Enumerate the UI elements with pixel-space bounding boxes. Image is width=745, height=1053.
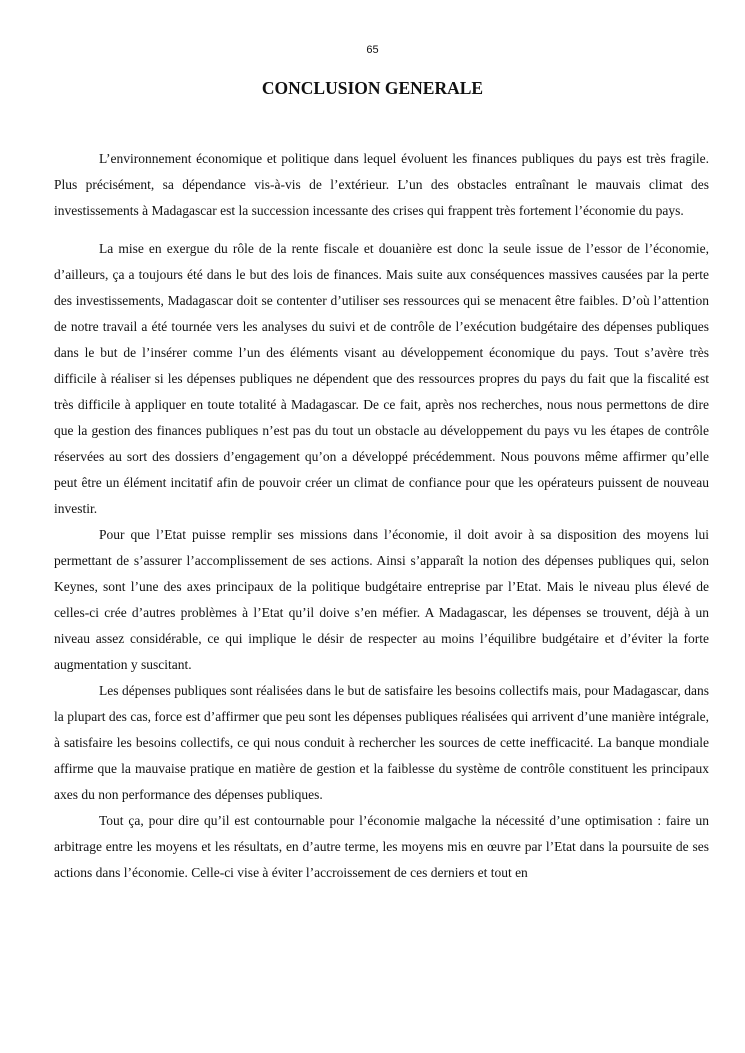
paragraph-3: Pour que l’Etat puisse remplir ses missions dans l’économie, il doit avoir à sa disposition des moyens lui permettant de s’assurer l’accomplissement de ses actions. Ainsi s’apparaît la notion des dépenses publiques qui, selon Keynes, sont l’une des axes principaux de la politique budgétaire entreprise par l’Etat. Mais le niveau plus élevé de celles-ci crée d’autres problèmes à l’Etat qu’il doive s’en méfier. A Madagascar, les dépenses se trouvent, déjà à un niveau assez considérable, ce qui implique le désir de respecter au moins l’équilibre budgétaire et d’éviter la forte augmentation y suscitant. [54, 527, 709, 672]
paragraph-2: La mise en exergue du rôle de la rente fiscale et douanière est donc la seule issue de l’essor de l’économie, d’ailleurs, ça a toujours été dans le but des lois de finances. Mais suite aux conséquences massives causées par la perte des investissements, Madagascar doit se contenter d’utiliser ses ressources qui se menacent être faibles. D’où l’attention de notre travail a été tournée vers les analyses du suivi et de contrôle de l’exécution budgétaire des dépenses publiques dans le but de l’insérer comme l’un des éléments visant au développement économique du pays. Tout s’avère très difficile à réaliser si les dépenses publiques ne dépendent que des ressources propres du pays du fait que la fiscalité est très difficile à appliquer en toute totalité à Madagascar. De ce fait, après nos recherches, nous nous permettons de dire que la gestion des finances publiques n’est pas du tout un obstacle au développement du pays vu les étapes de contrôle réservées au sort des dossiers d’engagement qu’on a développé précédemment. Nous pouvons même affirmer qu’elle peut être un élément incitatif afin de pouvoir créer un climat de confiance pour que les opérateurs puissent de nouveau investir. [54, 241, 709, 516]
paragraph-1: L’environnement économique et politique dans lequel évoluent les finances publiques du pays est très fragile. Plus précisément, sa dépendance vis-à-vis de l’extérieur. L’un des obstacles entraînant le mauvais climat des investissements à Madagascar est la succession incessante des crises qui frappent très fortement l’économie du pays. [54, 151, 709, 218]
page-number: 65 [366, 44, 379, 56]
page-title: CONCLUSION GENERALE [261, 78, 484, 98]
paragraph-5: Tout ça, pour dire qu’il est contournable pour l’économie malgache la nécessité d’une optimisation : faire un arbitrage entre les moyens et les résultats, en d’autre terme, les moyens mis en œuvre par l’Etat dans la poursuite de ses actions dans l’économie. Celle-ci vise à éviter l’accroissement de ces derniers et tout en [54, 813, 709, 880]
paragraph-4: Les dépenses publiques sont réalisées dans le but de satisfaire les besoins collectifs mais, pour Madagascar, dans la plupart des cas, force est d’affirmer que peu sont les dépenses publiques réalisées qui arrivent d’une manière intégrale, à satisfaire les besoins collectifs, ce qui nous conduit à rechercher les sources de cette inefficacité. La banque mondiale affirme que la mauvaise pratique en matière de gestion et la faiblesse du système de contrôle constituent les principaux axes du non performance des dépenses publiques. [54, 683, 709, 802]
document-body [54, 146, 709, 886]
